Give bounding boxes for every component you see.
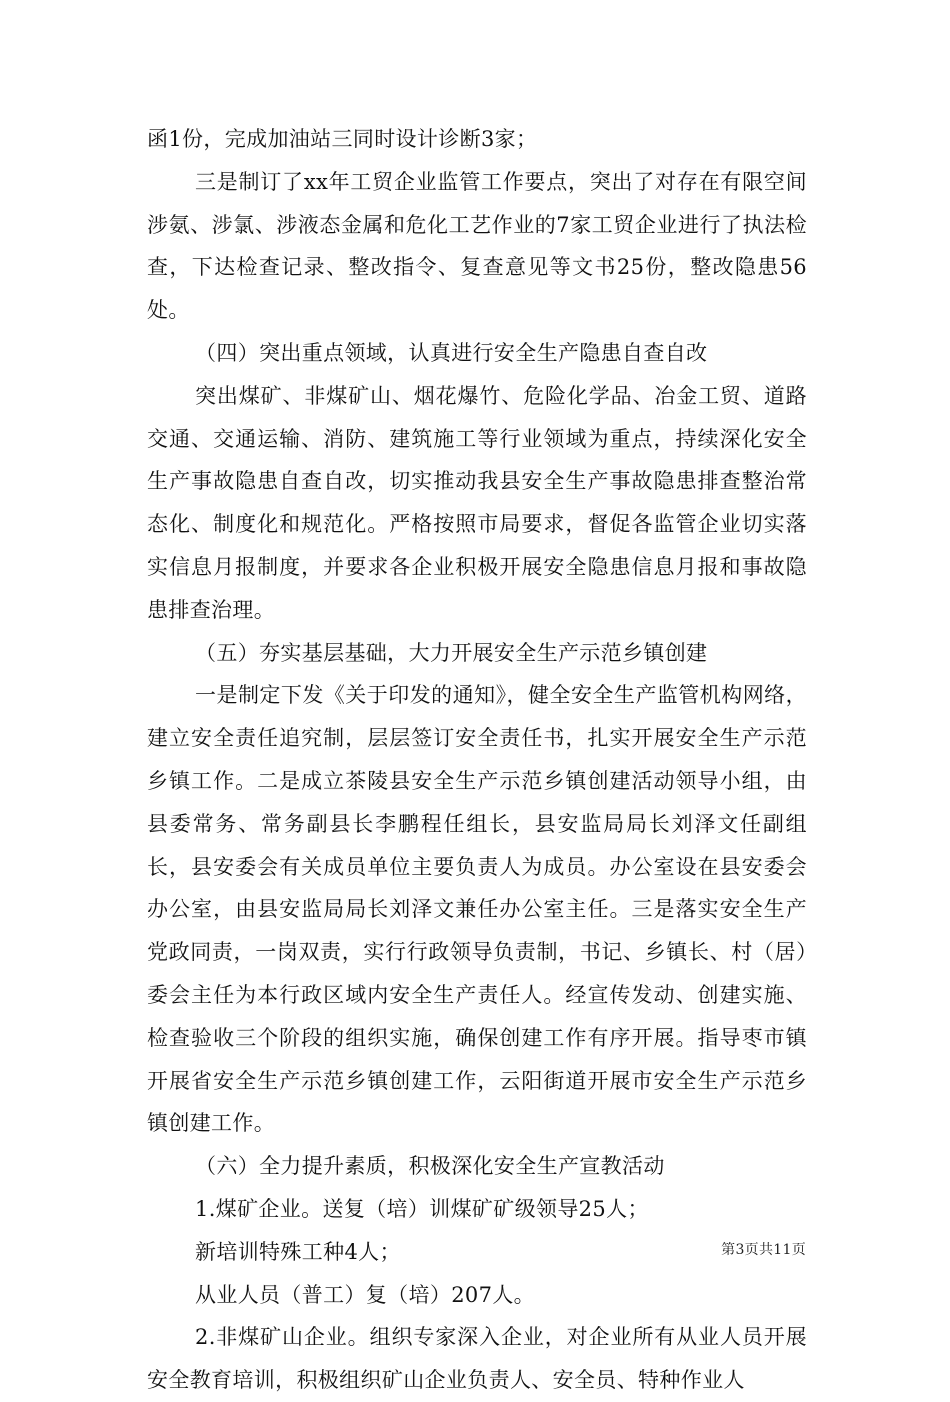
document-body [147,118,807,1402]
section-heading-5: （五）夯实基层基础，大力开展安全生产示范乡镇创建 [195,640,708,665]
list-item-coal-mine: 1.煤矿企业。送复（培）训煤矿矿级领导25人； [195,1196,649,1221]
section-heading-4: （四）突出重点领域，认真进行安全生产隐患自查自改 [195,340,708,365]
paragraph-demonstration-towns: 一是制定下发《关于印发的通知》，健全安全生产监管机构网络，建立安全责任追究制，层层签订安全责任书，扎实开展安全生产示范乡镇工作。二是成立茶陵县安全生产示范乡镇创建活动领导小组，由县委常务、常务副县长李鹏程任组长，县安监局局长刘泽文任副组长，县安委会有关成员单位主要负责人为成员。办公室设在县安委会办公室，由县安监局局长刘泽文兼任办公室主任。三是落实安全生产党政同责，一岗双责，实行行政领导负责制，书记、乡镇长、村（居）委会主任为本行政区域内安全生产责任人。经宣传发动、创建实施、检查验收三个阶段的组织实施，确保创建工作有序开展。指导枣市镇开展省安全生产示范乡镇创建工作，云阳街道开展市安全生产示范乡镇创建工作。 [147,683,807,1136]
list-item-general-workers: 从业人员（普工）复（培）207人。 [195,1282,536,1307]
paragraph-key-areas: 突出煤矿、非煤矿山、烟花爆竹、危险化学品、冶金工贸、道路交通、交通运输、消防、建筑施工等行业领域为重点，持续深化安全生产事故隐患自查自改，切实推动我县安全生产事故隐患排查整治常态化、制度化和规范化。严格按照市局要求，督促各监管企业切实落实信息月报制度，并要求各企业积极开展安全隐患信息月报和事故隐患排查治理。 [147,383,807,622]
page-number: 第3页共11页 [721,1242,806,1258]
paragraph-non-coal-mine: 2.非煤矿山企业。组织专家深入企业，对企业所有从业人员开展安全教育培训，积极组织矿山企业负责人、安全员、特种作业人 [147,1325,807,1393]
paragraph-continuation: 函1份，完成加油站三同时设计诊断3家； [147,127,538,151]
list-item-special-workers: 新培训特殊工种4人； [195,1239,401,1264]
paragraph-industrial-trade-supervision: 三是制订了xx年工贸企业监管工作要点，突出了对存在有限空间涉氨、涉氯、涉液态金属和危化工艺作业的7家工贸企业进行了执法检查，下达检查记录、整改指令、复查意见等文书25份，整改隐患56处。 [147,169,807,323]
section-heading-6: （六）全力提升素质，积极深化安全生产宣教活动 [195,1154,665,1179]
